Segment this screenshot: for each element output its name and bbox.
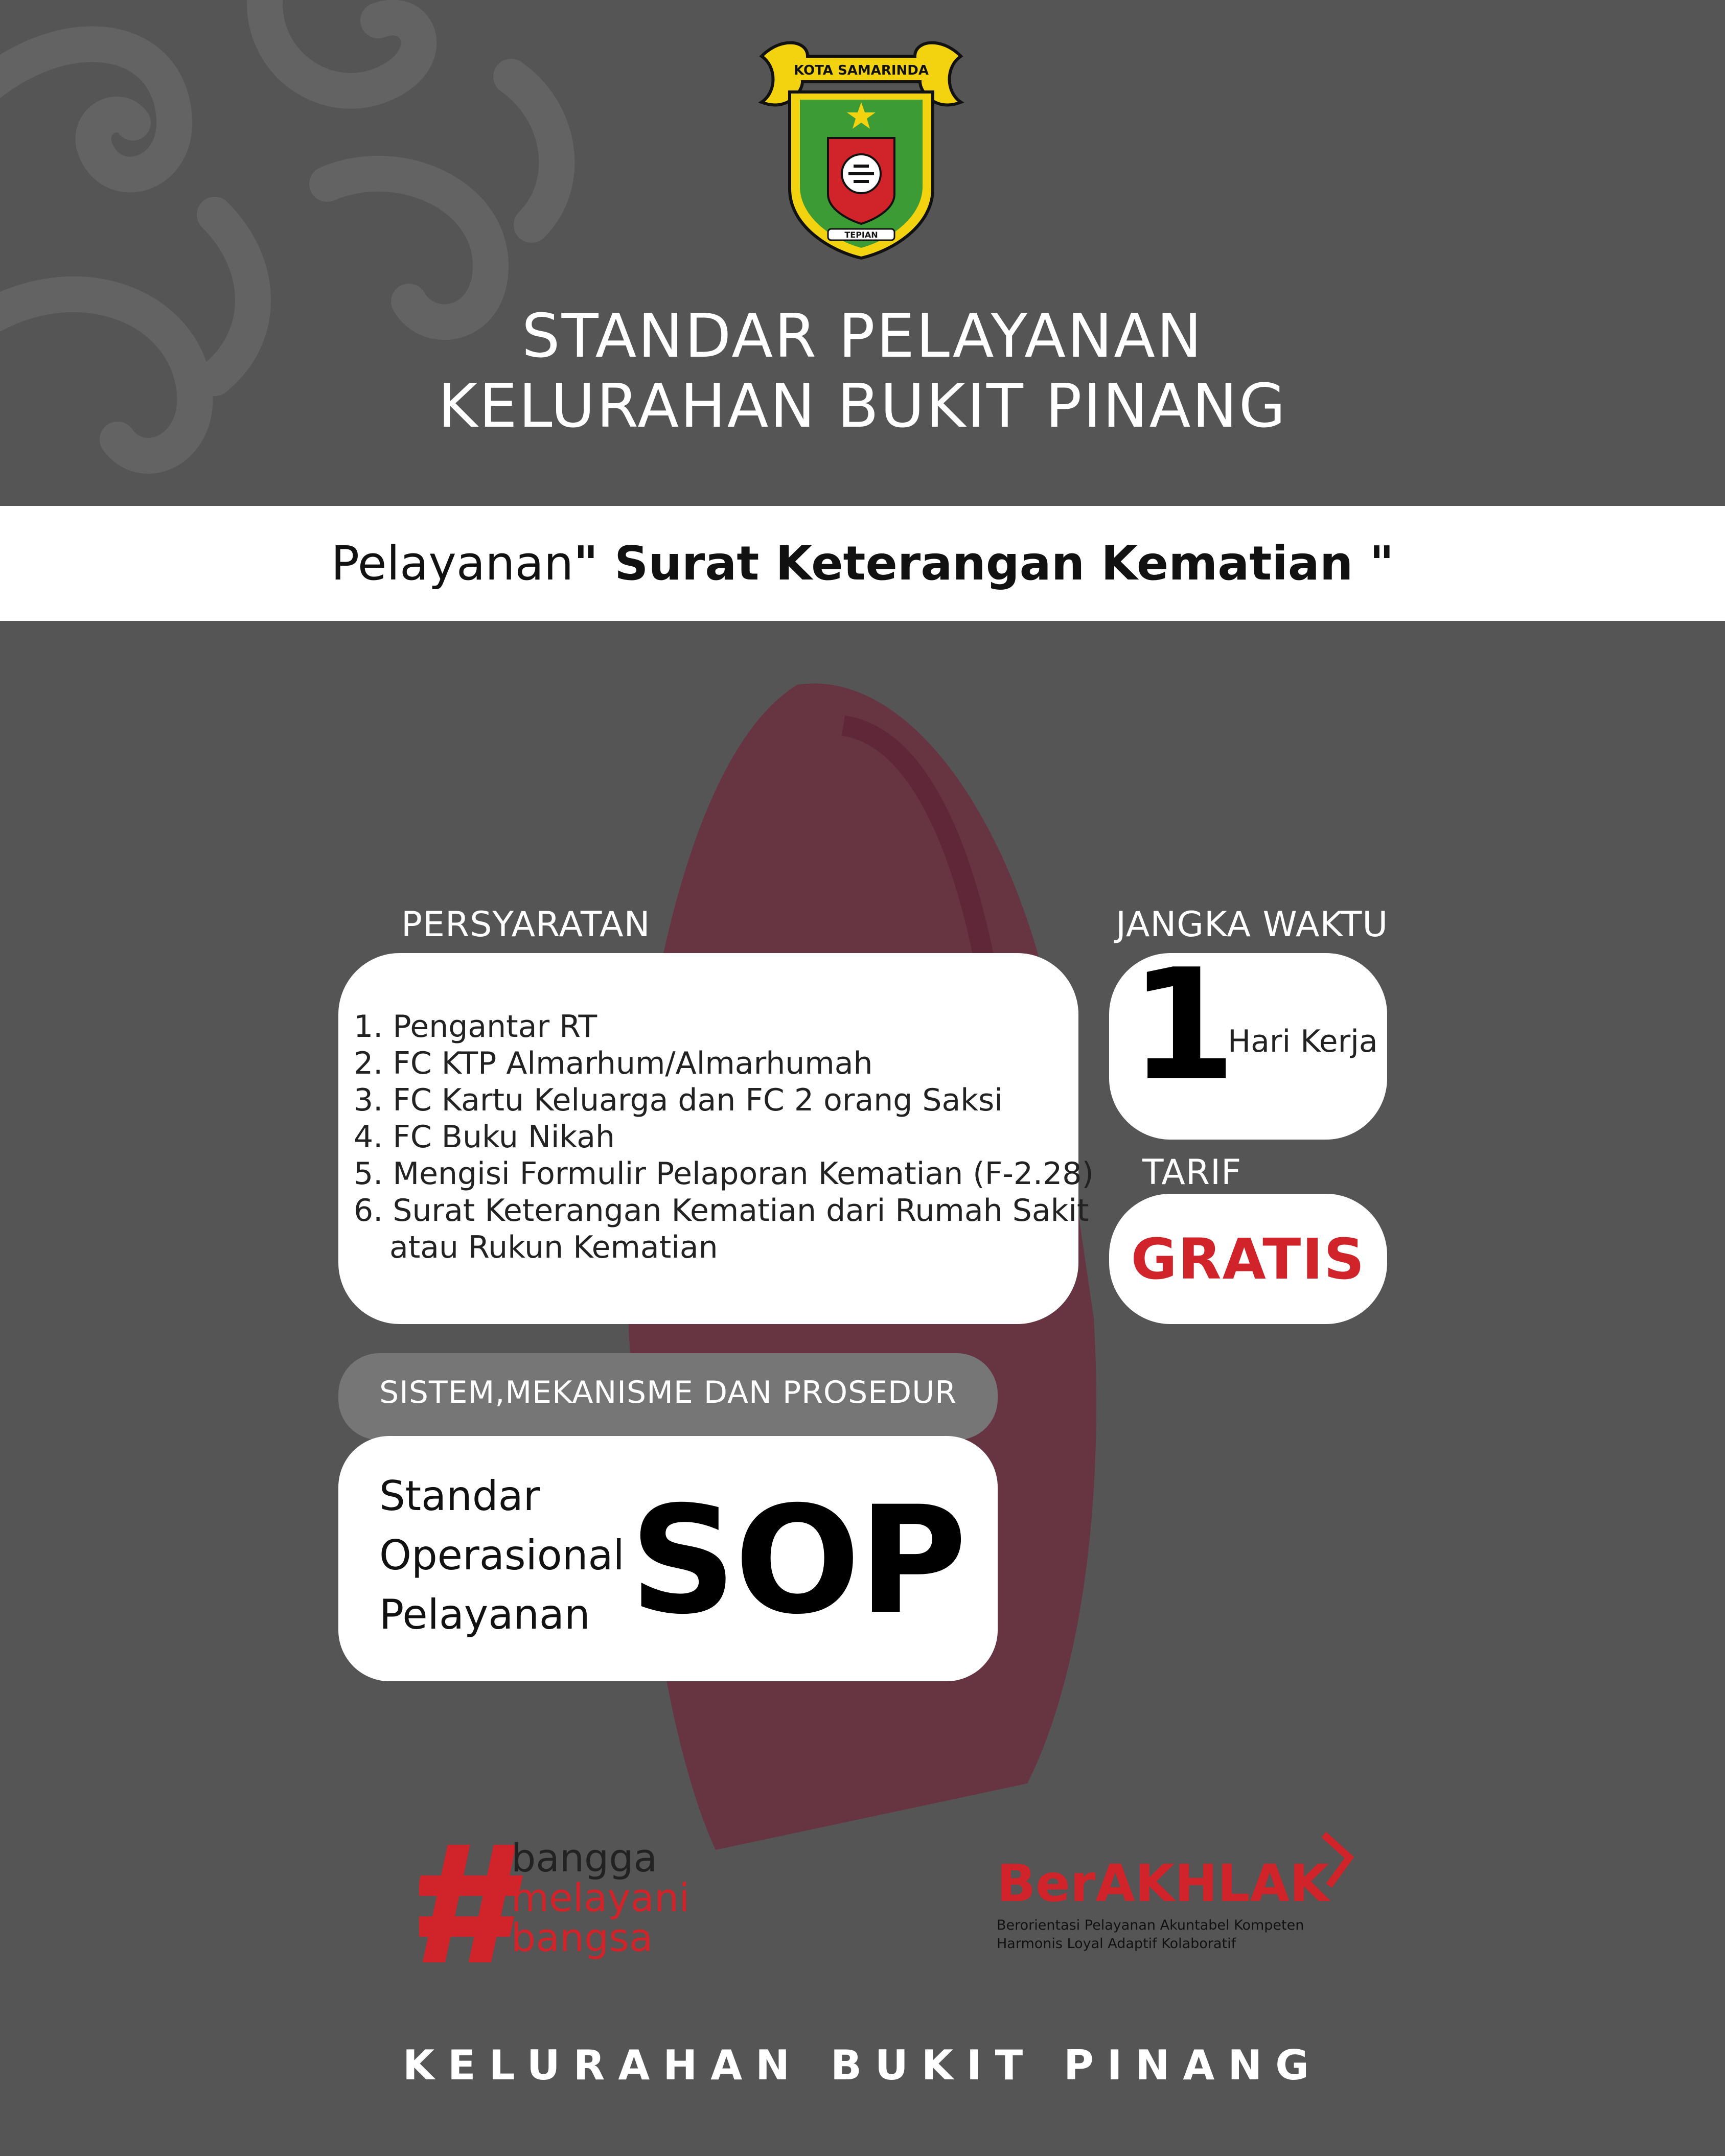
system-header [338,1353,998,1440]
list-item: 5. Mengisi Formulir Pelaporan Kematian (F-2.28) [354,1156,1094,1192]
system-label: SISTEM,MEKANISME DAN PROSEDUR [379,1375,957,1410]
svg-text:KOTA SAMARINDA: KOTA SAMARINDA [794,63,929,78]
tariff-value: GRATIS [1131,1226,1366,1292]
svg-text:BerAKHLAK: BerAKHLAK [997,1853,1329,1913]
sop-description [379,1467,625,1644]
svg-text:melayani: melayani [511,1875,690,1920]
requirements-list [354,1008,1094,1266]
svg-text:bangga: bangga [511,1835,658,1881]
duration-value: 1 [1130,936,1236,1115]
sop-desc-line: Standar [379,1472,540,1520]
footer-text: KELURAHAN BUKIT PINANG [403,2042,1322,2089]
berakhlak-logo [997,1829,1365,1962]
svg-text:bangsa: bangsa [511,1915,653,1960]
duration-label: JANGKA WAKTU [1116,905,1389,945]
sop-card [338,1436,998,1681]
page-title-line1: STANDAR PELAYANAN [521,300,1204,371]
list-item: 6. Surat Keterangan Kematian dari Rumah Sakit [354,1193,1089,1228]
tariff-card [1109,1194,1387,1324]
sop-desc-line: Pelayanan [379,1591,590,1638]
service-prefix: Pelayanan [331,536,574,591]
sop-title: SOP [630,1475,965,1647]
duration-unit: Hari Kerja [1228,1024,1378,1059]
service-banner [0,506,1725,621]
service-name: " Surat Keterangan Kematian " [573,536,1394,591]
list-item: 2. FC KTP Almarhum/Almarhumah [354,1046,873,1081]
requirements-card [338,953,1094,1324]
bangga-melayani-bangsa-logo [419,1835,736,1967]
list-item: 4. FC Buku Nikah [354,1119,615,1155]
list-item: 1. Pengantar RT [354,1009,597,1045]
svg-text:Harmonis Loyal Adaptif Kolabor: Harmonis Loyal Adaptif Kolaboratif [997,1936,1236,1952]
kota-samarinda-emblem [751,36,971,261]
page-title-line2: KELURAHAN BUKIT PINANG [438,370,1287,441]
svg-text:Berorientasi Pelayanan Akuntab: Berorientasi Pelayanan Akuntabel Kompeten [997,1917,1304,1933]
sop-desc-line: Operasional [379,1532,625,1579]
duration-card [1109,936,1387,1140]
requirements-label: PERSYARATAN [401,905,651,945]
list-item: atau Rukun Kematian [389,1230,718,1265]
list-item: 3. FC Kartu Keluarga dan FC 2 orang Saksi [354,1082,1003,1118]
svg-text:TEPIAN: TEPIAN [844,230,878,240]
tariff-label: TARIF [1142,1152,1242,1193]
